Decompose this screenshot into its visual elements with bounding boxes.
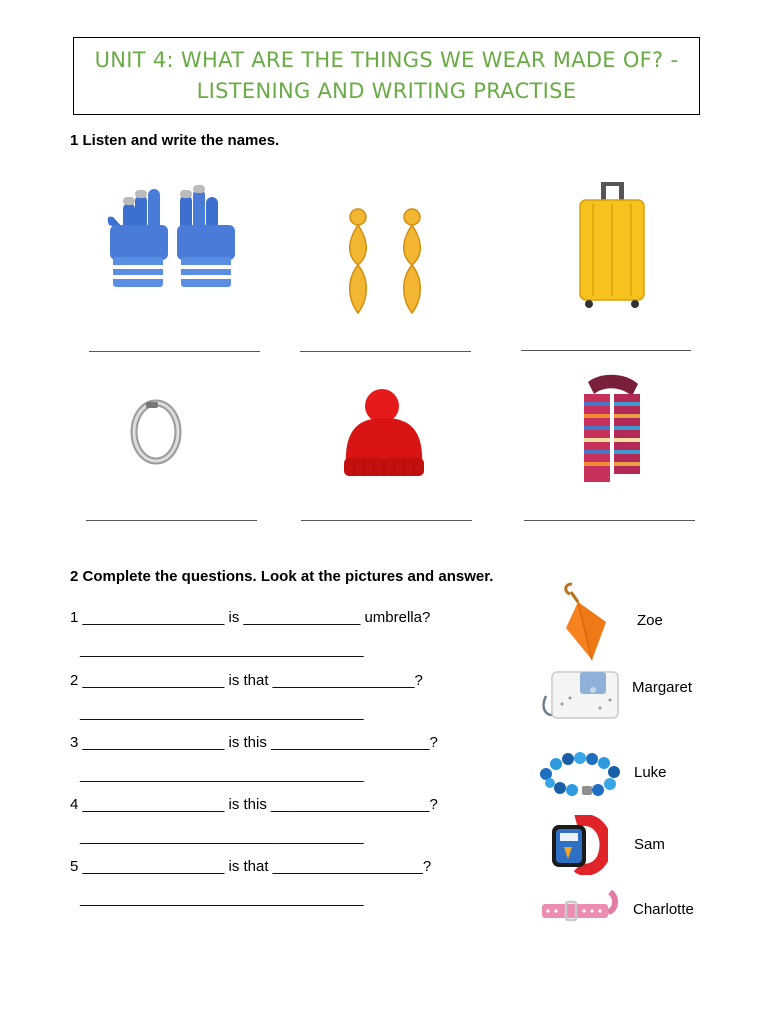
name-zoe: Zoe <box>637 612 663 629</box>
title-line-1: UNIT 4: WHAT ARE THE THINGS WE WEAR MADE OF? - <box>94 48 679 72</box>
title-box <box>73 37 700 115</box>
name-margaret: Margaret <box>632 679 693 696</box>
name-charlotte: Charlotte <box>633 901 694 918</box>
question-2: 2 _________________ is that _________________? <box>70 672 423 689</box>
answer-4[interactable]: __________________________________ <box>80 828 364 845</box>
answer-line-scarf[interactable] <box>524 520 695 521</box>
suitcase-icon <box>575 180 650 310</box>
question-1: 1 _________________ is ______________ umbrella? <box>70 609 431 626</box>
answer-line-earrings[interactable] <box>300 351 471 352</box>
question-4: 4 _________________ is this ___________________? <box>70 796 438 813</box>
ring-icon <box>130 398 185 466</box>
watch-icon <box>548 815 608 875</box>
answer-line-hat[interactable] <box>301 520 472 521</box>
gloves-icon <box>105 185 240 290</box>
wallet-icon <box>540 668 622 722</box>
section2-heading: 2 Complete the questions. Look at the pictures and answer. <box>70 568 494 585</box>
answer-1[interactable]: __________________________________ <box>80 641 364 658</box>
title-line-2: LISTENING AND WRITING PRACTISE <box>196 79 577 103</box>
bracelet-icon <box>538 752 624 798</box>
name-luke: Luke <box>634 764 667 781</box>
answer-3[interactable]: __________________________________ <box>80 766 364 783</box>
scarf-icon <box>580 372 645 487</box>
answer-2[interactable]: __________________________________ <box>80 704 364 721</box>
name-sam: Sam <box>634 836 665 853</box>
section1-heading: 1 Listen and write the names. <box>70 132 280 149</box>
question-5: 5 _________________ is that __________________? <box>70 858 432 875</box>
answer-5[interactable]: __________________________________ <box>80 890 364 907</box>
question-3: 3 _________________ is this ___________________? <box>70 734 438 751</box>
answer-line-ring[interactable] <box>86 520 257 521</box>
belt-icon <box>540 890 618 928</box>
answer-line-gloves[interactable] <box>89 351 260 352</box>
answer-line-suitcase[interactable] <box>521 350 691 351</box>
umbrella-icon <box>558 582 613 662</box>
hat-icon <box>340 388 428 480</box>
earrings-icon <box>340 205 435 320</box>
